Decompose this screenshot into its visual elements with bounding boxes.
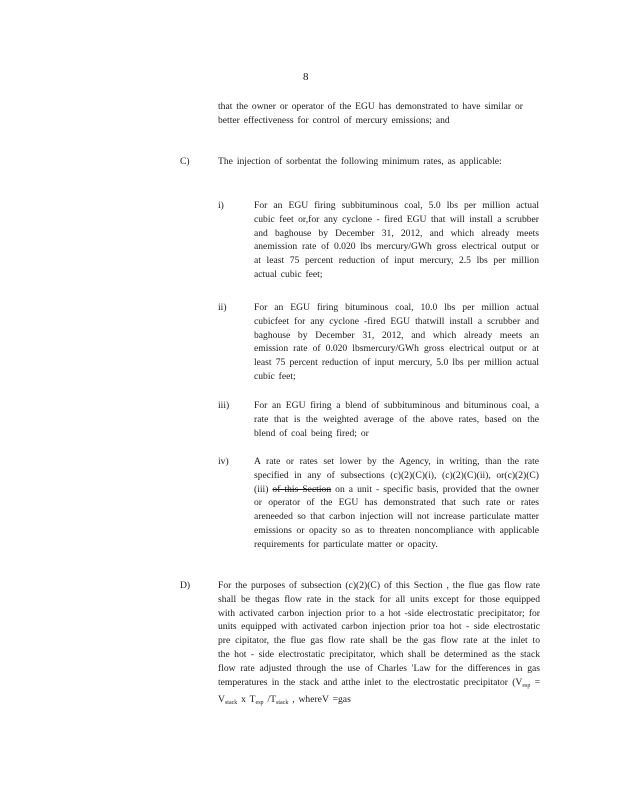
sub-esp-1: esp — [522, 682, 531, 689]
section-d-text — [218, 579, 540, 711]
page-number: 8 — [303, 71, 309, 83]
item-iv-text-b: on a unit - specific basis, provided that the owner or operator of the EGU has demonstrated that such rate or rates areneeded so that carbon injection will not increase particulate matter emissions or opacity so as to threaten noncompliance with applicable requirements for particulate matter or opacity. — [254, 483, 539, 550]
intro-paragraph: that the owner or operator of the EGU has demonstrated to have similar or better effectiveness for control of mercury emissions; and — [218, 101, 523, 126]
item-iii-label: iii) — [218, 400, 230, 411]
item-iv-text-a: A rate or rates set lower by the Agency, in writing, than the rate specified in any of subsections (c)(2)(C)(i), (c)(2)(C)(ii), or(c)(2)(C)(iii) — [254, 456, 539, 495]
sub-stack-2: stack — [275, 700, 289, 707]
section-d-text-e: , whereV =gas — [288, 694, 351, 706]
item-ii-text: For an EGU firing bituminous coal, 10.0 lbs per million actual cubicfeet for any cyclone -fired EGU thatwill install a scrubber and baghouse by December 31, 2012, and which already meets an emission rate of 0.020 lbsmercury/GWh gross electrical output or at least 75 percent reduction of input mercury, 5.0 lbs per million actual cubic feet; — [254, 302, 539, 382]
section-d-label: D) — [180, 580, 191, 591]
sub-stack-1: stack — [224, 700, 238, 707]
section-c-text: The injection of sorbentat the following minimum rates, as applicable: — [218, 156, 502, 167]
struck-text: of this Section — [272, 483, 332, 495]
item-ii-label: ii) — [218, 302, 227, 313]
section-d-text-b: = V — [218, 676, 540, 706]
item-iii-text: For an EGU firing a blend of subbituminous and bituminous coal, a rate that is the weighted average of the above rates, based on the blend of coal being fired; or — [254, 400, 539, 439]
item-iv-label: iv) — [218, 456, 229, 467]
section-d-text-a: For the purposes of subsection (c)(2)(C) of this Section , the flue gas flow rate shall be thegas flow rate in the stack for all units except for those equipped with activated carbon injection prior to a hot -side electrostatic precipitator; for units equipped with activated carbon injection prior toa hot - side electrostatic pre cipitator, the flue gas flow rate shall be the gas flow rate at the inlet to the hot - side electrostatic precipitator, which shall be determined as the stack flow rate adjusted through the use of Charles 'Law for the differences in gas temperatures in the stack and atthe inlet to the electrostatic precipitator (V — [218, 580, 540, 688]
item-i-text: For an EGU firing subbituminous coal, 5.0 lbs per million actual cubic feet or,for any cyclone - fired EGU that will install a scrubber and baghouse by December 31, 2012, and which already meets anemission rate of 0.020 lbs mercury/GWh gross electrical output or at least 75 percent reduction of input mercury, 2.5 lbs per million actual cubic feet; — [254, 200, 539, 280]
section-d-text-d: /T — [263, 694, 276, 706]
section-c-label: C) — [180, 156, 190, 167]
sub-esp-2: esp — [255, 700, 264, 707]
section-d-text-c: x T — [237, 694, 256, 706]
item-iv-text — [254, 455, 539, 552]
item-i-label: i) — [218, 200, 224, 211]
